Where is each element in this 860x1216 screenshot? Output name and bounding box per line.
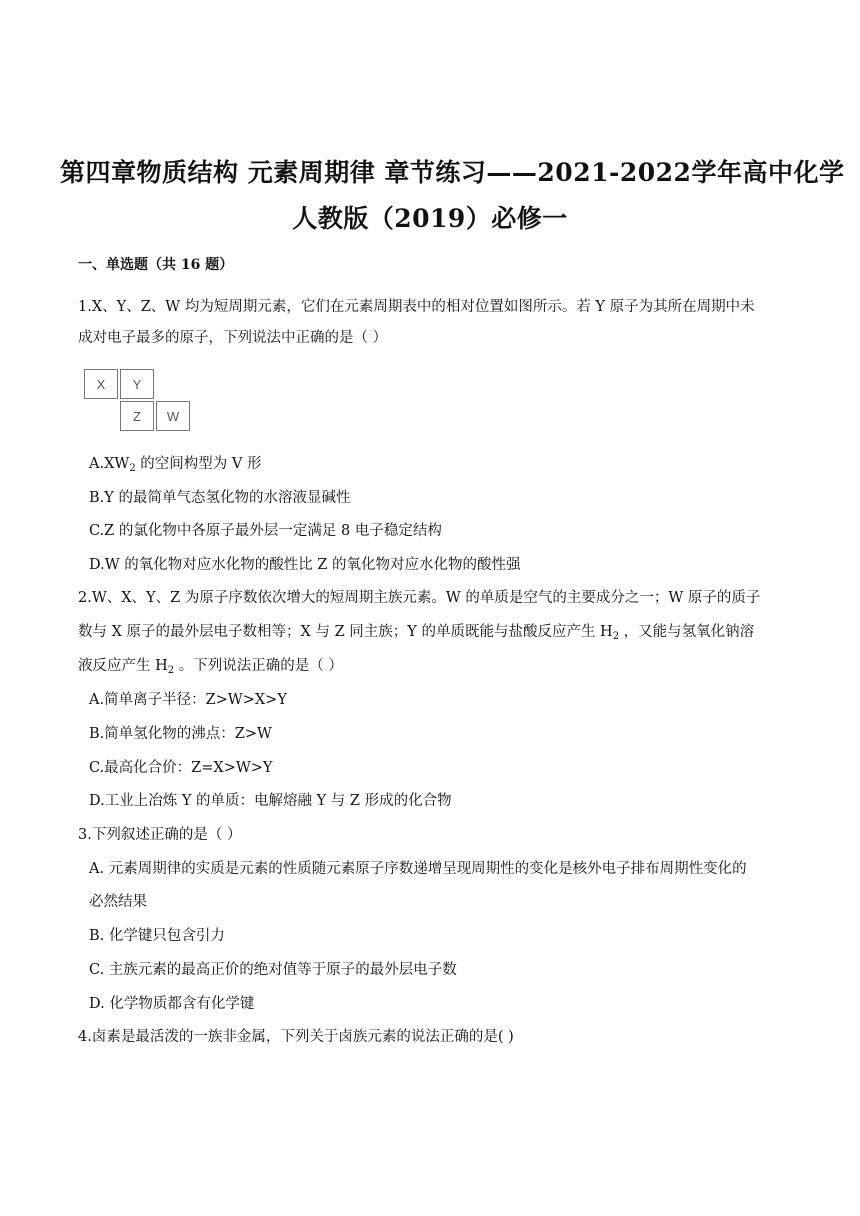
q1-stem-line2: 成对电子最多的原子，下列说法中正确的是（ ） [78,330,388,346]
cell-w: W [156,401,190,431]
section-heading: 一、单选题（共 16 题） [78,257,234,273]
q1-option-a: $A.XW_2$ 的空间构型为 V 形 [89,456,262,474]
page-title-line1: 第四章物质结构 元素周期律 章节练习——2021-2022学年高中化学 [60,158,845,187]
cell-y: Y [120,369,154,399]
q2-option-a: A.简单离子半径：Z>W>X>Y [89,692,287,708]
q2-stem-line3: 液反应产生 $H_2$ 。下列说法正确的是（ ） [78,658,343,676]
cell-x: X [84,369,118,399]
q2-stem-line1: 2.W、X、Y、Z 为原子序数依次增大的短周期主族元素。W 的单质是空气的主要成分之一；W 原子的质子 [78,590,761,606]
q3-option-a-line1: A. 元素周期律的实质是元素的性质随元素原子序数递增呈现周期性的变化是核外电子排布周期性变化的 [89,861,747,877]
q2-option-b: B.简单氢化物的沸点：Z>W [89,726,272,742]
q1-option-c: C.Z 的氯化物中各原子最外层一定满足 8 电子稳定结构 [89,523,442,539]
periodic-position-figure [84,369,194,433]
q1-stem-line1: 1.X、Y、Z、W 均为短周期元素，它们在元素周期表中的相对位置如图所示。若 Y 原子为其所在周期中未 [78,299,755,315]
q2-option-c: C.最高化合价：Z=X>W>Y [89,760,273,776]
cell-z: Z [120,401,154,431]
q1-option-d: D.W 的氧化物对应水化物的酸性比 Z 的氧化物对应水化物的酸性强 [89,557,521,573]
page-title-line2: 人教版（2019）必修一 [292,204,568,233]
q4-stem: 4.卤素是最活泼的一族非金属，下列关于卤族元素的说法正确的是( ) [78,1029,514,1045]
q3-option-b: B. 化学键只包含引力 [89,928,225,944]
q3-option-a-line2: 必然结果 [89,894,147,910]
q3-option-d: D. 化学物质都含有化学键 [89,996,255,1012]
q2-stem-line2: 数与 X 原子的最外层电子数相等；X 与 Z 同主族；Y 的单质既能与盐酸反应产生 $H_2$ ，又能与氢氧化钠溶 [78,624,755,642]
q2-option-d: D.工业上冶炼 Y 的单质：电解熔融 Y 与 Z 形成的化合物 [89,793,452,809]
q3-stem: 3.下列叙述正确的是（ ） [78,827,242,843]
q1-option-b: B.Y 的最简单气态氢化物的水溶液显碱性 [89,490,351,506]
q3-option-c: C. 主族元素的最高正价的绝对值等于原子的最外层电子数 [89,962,457,978]
